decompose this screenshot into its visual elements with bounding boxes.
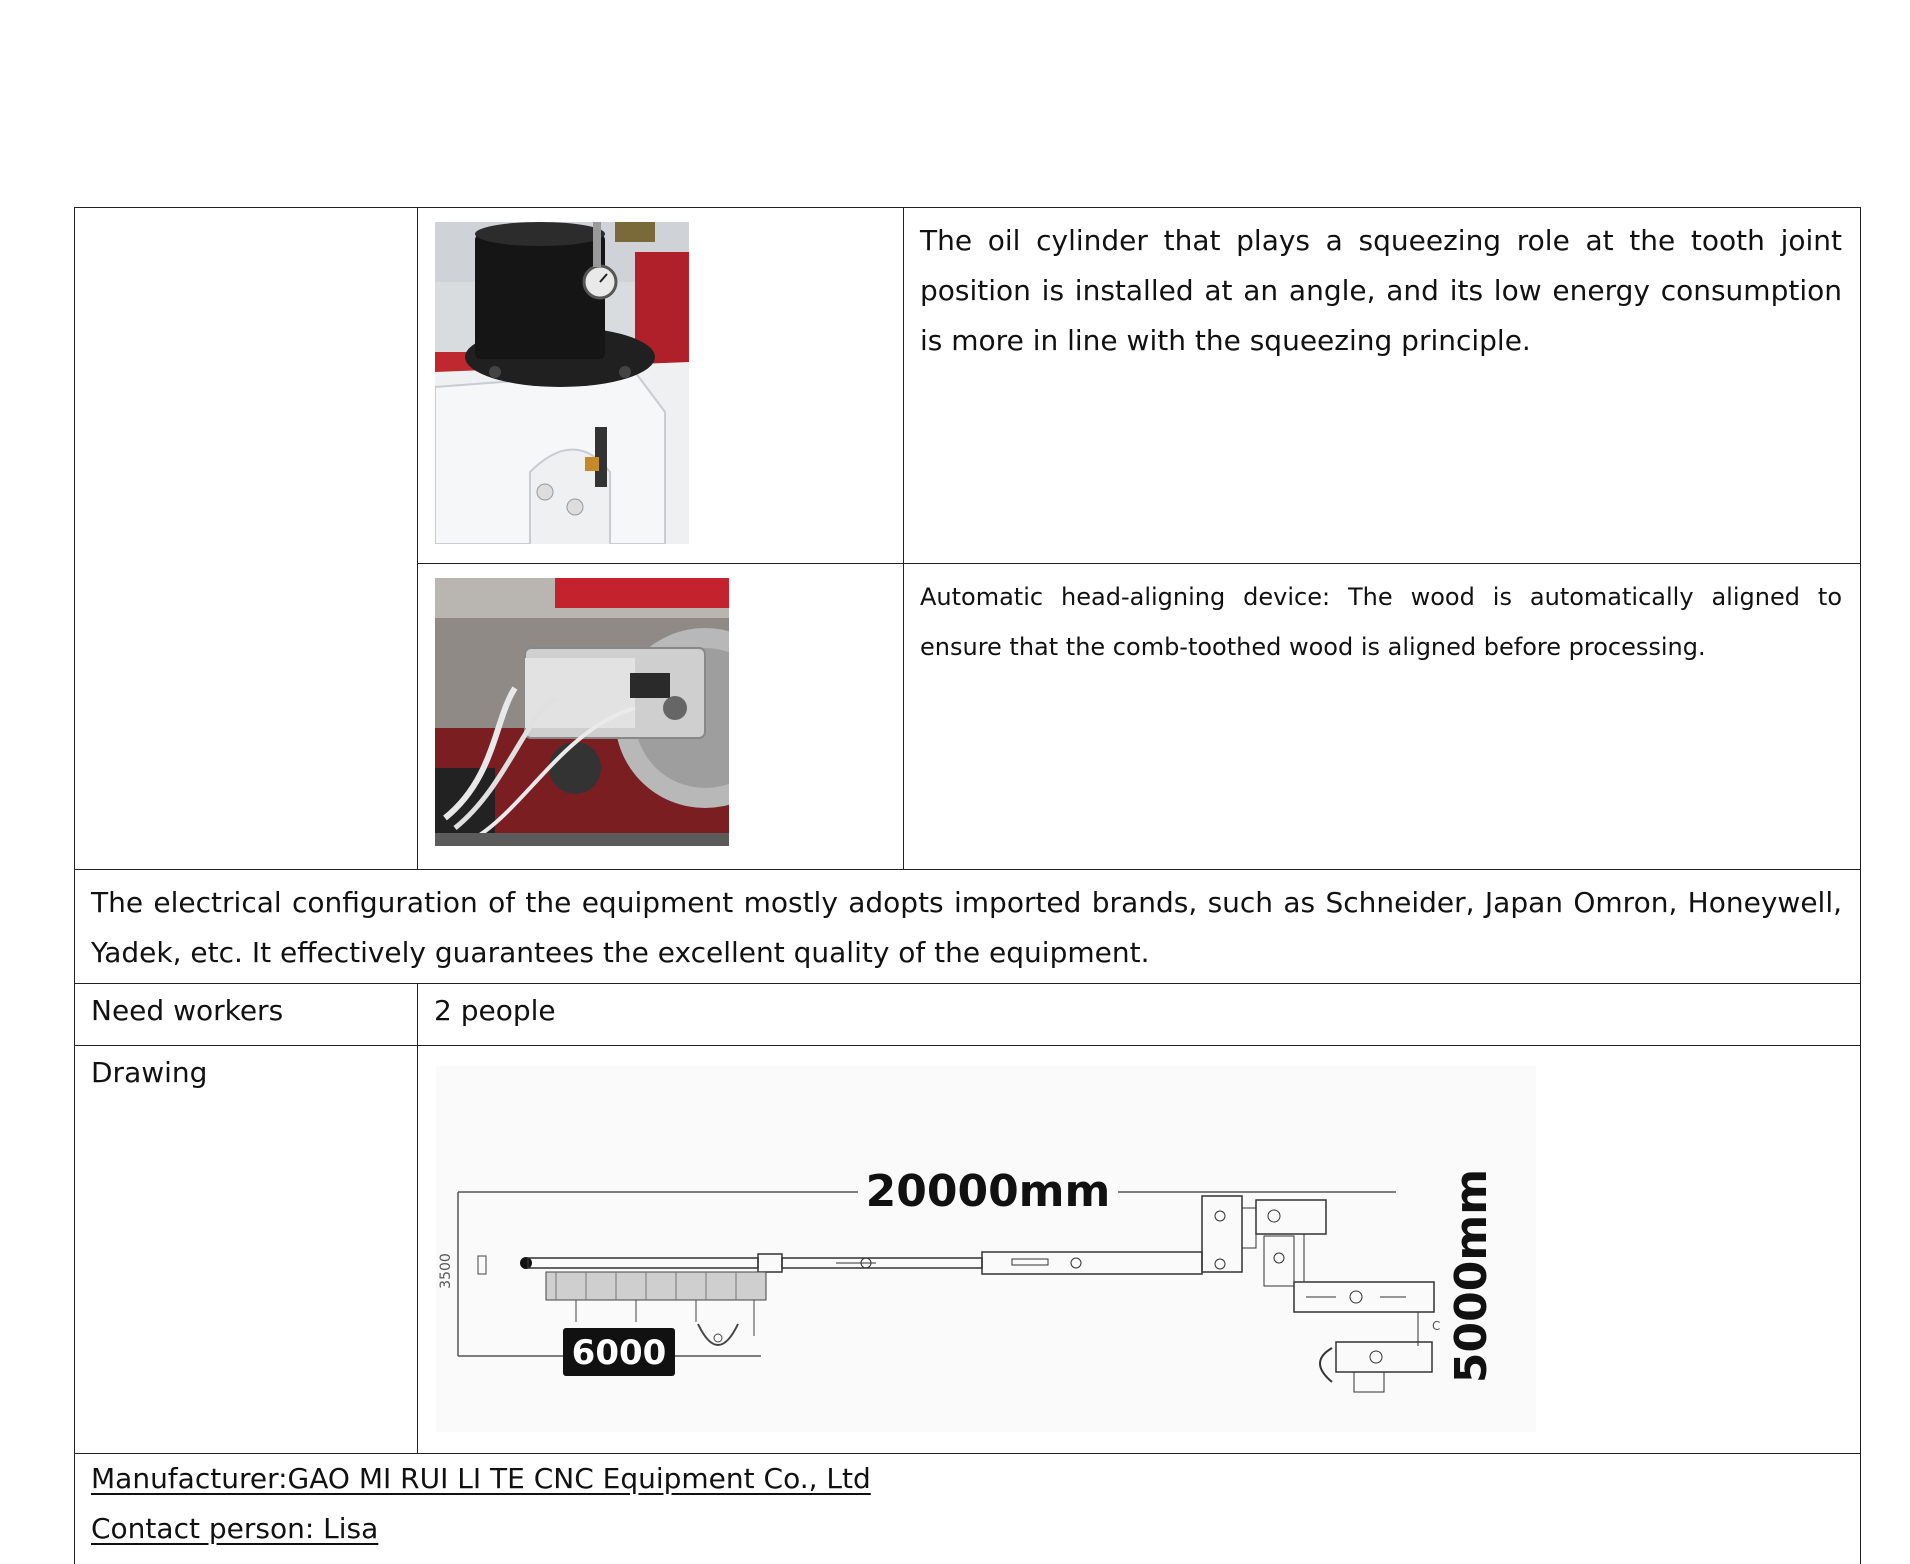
manufacturer-line: Manufacturer:GAO MI RUI LI TE CNC Equipment Co., Ltd [91, 1462, 871, 1495]
cylinder-description: The oil cylinder that plays a squeezing role at the tooth joint position is installed at an angle, and its low energy consumption is more in line with the squeezing principle. [920, 224, 1842, 357]
section-dimension-label: 6000 [571, 1333, 667, 1373]
label-cell [75, 1046, 418, 1454]
footer-cell [75, 1454, 1861, 1564]
width-dimension-label: 5000mm [1446, 1168, 1497, 1384]
table-row [75, 1046, 1861, 1454]
aligner-description: Automatic head-aligning device: The wood is automatically aligned to ensure that the comb-toothed wood is aligned before processing. [920, 583, 1842, 661]
table-row [75, 870, 1861, 984]
length-dimension-label: 20000mm [865, 1166, 1111, 1217]
table-row [75, 984, 1861, 1046]
description-cell [904, 564, 1861, 870]
electrical-description: The electrical configuration of the equipment mostly adopts imported brands, such as Schneider, Japan Omron, Honeywell, Yadek, etc. It effectively guarantees the excellent quality of the equipment. [91, 886, 1842, 969]
svg-text:C: C [1432, 1319, 1441, 1333]
head-aligning-device-photo [435, 578, 729, 846]
drawing-label: Drawing [91, 1056, 208, 1089]
workers-label: Need workers [91, 994, 284, 1027]
oil-cylinder-photo [435, 222, 689, 544]
description-cell [904, 208, 1861, 564]
photo-cell [418, 208, 904, 564]
table-row [75, 208, 1861, 564]
spec-table [74, 207, 1861, 1564]
workers-value: 2 people [434, 994, 556, 1027]
label-cell [75, 984, 418, 1046]
empty-label-cell [75, 208, 418, 870]
drawing-cell [418, 1046, 1861, 1454]
layout-drawing [436, 1066, 1536, 1432]
small-dimension-label: 3500 [438, 1253, 454, 1289]
contact-line: Contact person: Lisa [91, 1512, 379, 1545]
photo-cell [418, 564, 904, 870]
value-cell [418, 984, 1861, 1046]
electrical-cell [75, 870, 1861, 984]
table-row [75, 1454, 1861, 1564]
